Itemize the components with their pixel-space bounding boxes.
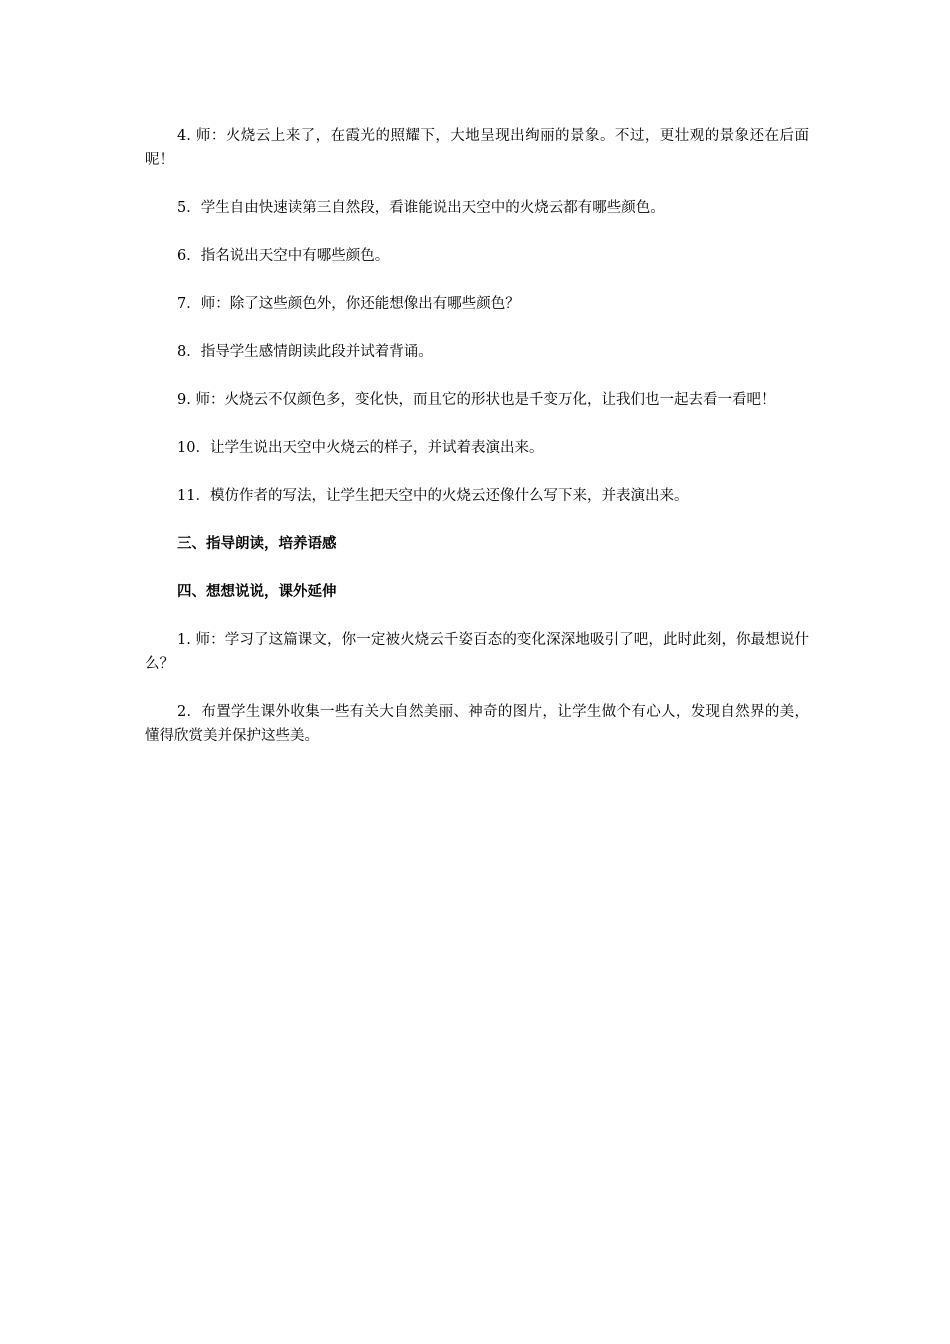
- paragraph-extension-2: 2．布置学生课外收集一些有关大自然美丽、神奇的图片，让学生做个有心人，发现自然界的美，懂得欣赏美并保护这些美。: [145, 704, 809, 744]
- paragraph-extension-1: 1. 师：学习了这篇课文，你一定被火烧云千姿百态的变化深深地吸引了吧，此时此刻，你最想说什么？: [145, 632, 809, 672]
- paragraph-9: 9. 师：火烧云不仅颜色多，变化快，而且它的形状也是千变万化，让我们也一起去看一看吧！: [177, 392, 776, 408]
- paragraph-8: 8．指导学生感情朗读此段并试着背诵。: [177, 344, 433, 360]
- paragraph-5: 5．学生自由快速读第三自然段，看谁能说出天空中的火烧云都有哪些颜色。: [177, 200, 665, 216]
- section-heading-4: 四、想想说说，课外延伸: [177, 583, 337, 600]
- document-body: [145, 124, 809, 772]
- paragraph-10: 10．让学生说出天空中火烧云的样子，并试着表演出来。: [177, 440, 544, 456]
- paragraph-6: 6．指名说出天空中有哪些颜色。: [177, 248, 390, 264]
- section-heading-3: 三、指导朗读，培养语感: [177, 535, 337, 552]
- paragraph-11: 11．模仿作者的写法，让学生把天空中的火烧云还像什么写下来，并表演出来。: [177, 488, 689, 504]
- paragraph-7: 7．师：除了这些颜色外，你还能想像出有哪些颜色？: [177, 296, 520, 312]
- paragraph-4: 4. 师：火烧云上来了，在霞光的照耀下，大地呈现出绚丽的景象。不过，更壮观的景象还在后面呢！: [145, 128, 809, 168]
